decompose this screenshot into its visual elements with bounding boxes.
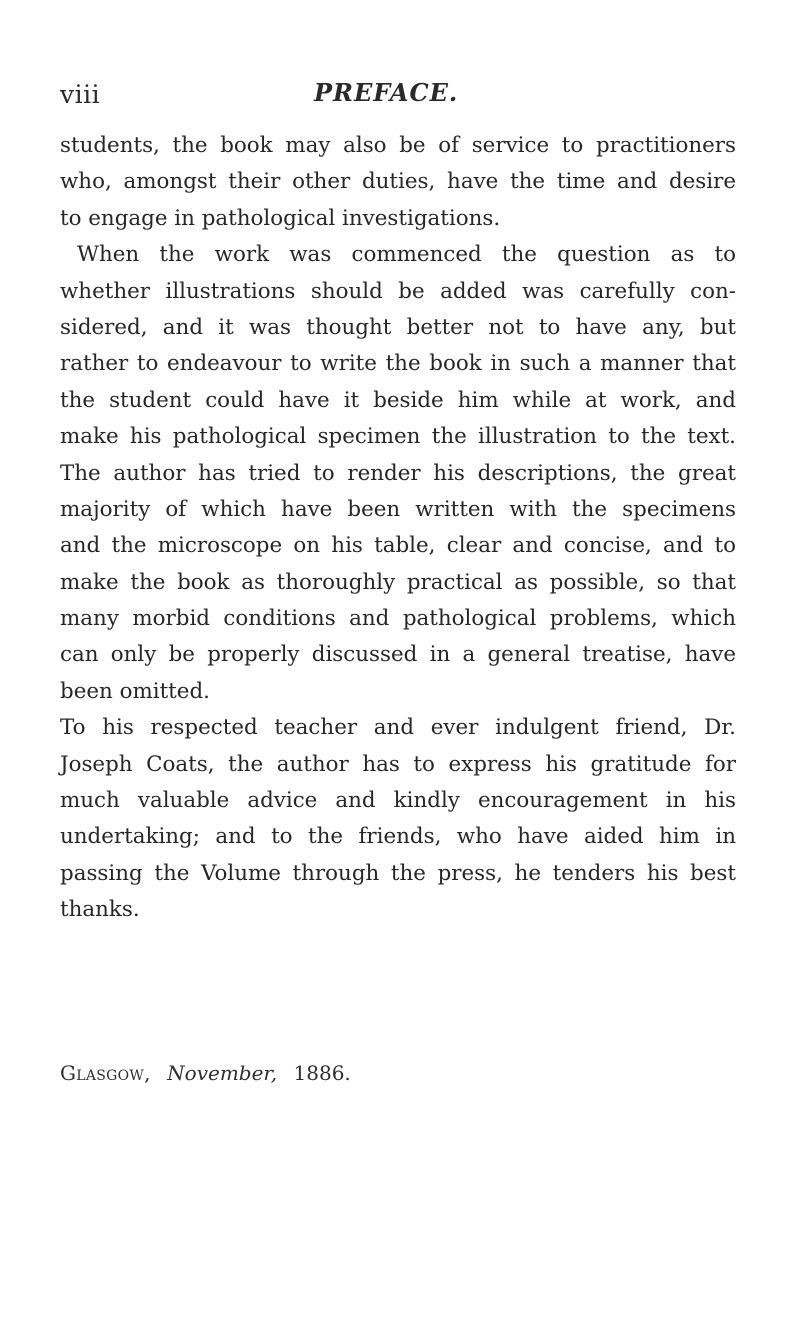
signature-month: November,	[167, 1061, 278, 1085]
text-line: The author has tried to render his descriptions, the great	[60, 460, 736, 486]
text-line: and the microscope on his table, clear and concise, and to	[60, 533, 736, 559]
text-line: sidered, and it was thought better not to have any, but	[60, 314, 736, 340]
text-line: passing the Volume through the press, he tenders his best	[60, 860, 736, 886]
text-line: many morbid conditions and pathological problems, which	[60, 606, 736, 632]
text-line: the student could have it beside him while at work, and	[60, 387, 736, 413]
text-line: thanks.	[60, 897, 140, 923]
page-header	[60, 80, 760, 116]
text-line: undertaking; and to the friends, who have aided him in	[60, 824, 736, 850]
text-line: rather to endeavour to write the book in such a manner that	[60, 351, 736, 377]
text-line: When the work was commenced the question as to	[77, 242, 736, 268]
text-line: whether illustrations should be added was carefully con-	[60, 278, 736, 304]
text-line: much valuable advice and kindly encouragement in his	[60, 788, 736, 814]
text-line: make the book as thoroughly practical as possible, so that	[60, 569, 736, 595]
running-title: PREFACE.	[314, 78, 459, 107]
signature-place: Glasgow,	[60, 1061, 151, 1085]
text-line: make his pathological specimen the illustration to the text.	[60, 424, 736, 450]
page-number: viii	[60, 80, 101, 109]
signature-year: 1886.	[293, 1061, 351, 1085]
text-line: students, the book may also be of service to practitioners	[60, 133, 736, 158]
text-line: who, amongst their other duties, have the time and desire	[60, 169, 736, 195]
text-line: can only be properly discussed in a general treatise, have	[60, 642, 736, 668]
text-line: To his respected teacher and ever indulgent friend, Dr.	[60, 715, 736, 741]
text-line: been omitted.	[60, 678, 210, 704]
text-line: to engage in pathological investigations.	[60, 205, 501, 231]
preface-body	[60, 128, 736, 929]
text-line: majority of which have been written with the specimens	[60, 496, 736, 522]
text-line: Joseph Coats, the author has to express his gratitude for	[60, 751, 736, 777]
preface-signature	[60, 1058, 351, 1088]
